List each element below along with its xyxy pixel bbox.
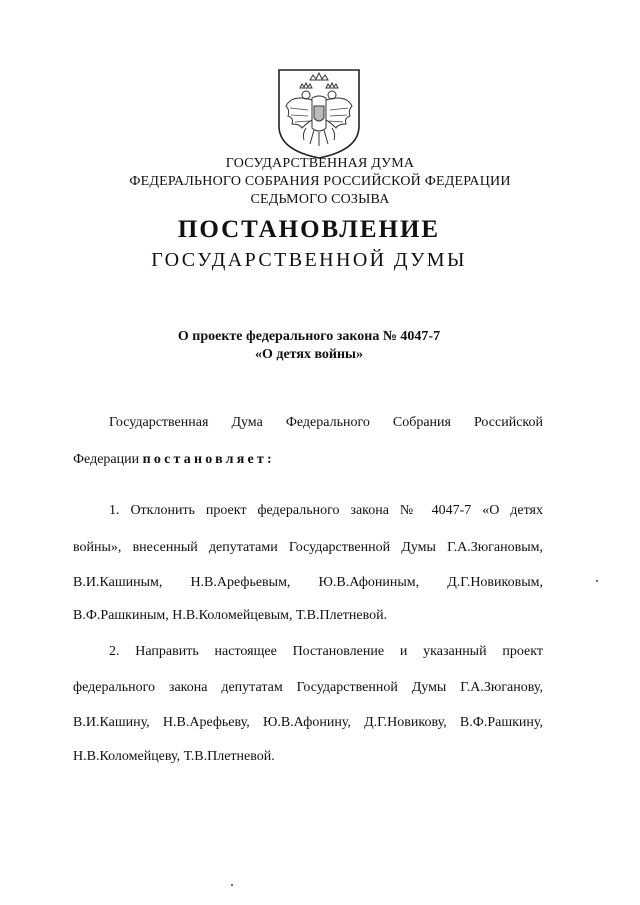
item1-line-1: 1. Отклонить проект федерального закона № 4047-7 «О детях — [109, 503, 543, 518]
item1-line-3: В.И.Кашиным, Н.В.Арефьевым, Ю.В.Афониным, Д.Г.Новиковым, — [73, 575, 543, 590]
coat-of-arms-icon — [276, 68, 362, 160]
subject-line-1: О проекте федерального закона № 4047-7 — [177, 329, 441, 344]
item2-line-2: федерального закона депутатам Государственной Думы Г.А.Зюганову, — [73, 680, 543, 695]
preamble-prefix: Федерации — [73, 452, 143, 467]
scan-speck — [596, 580, 598, 582]
header-line-1: ГОСУДАРСТВЕННАЯ ДУМА — [225, 156, 415, 171]
header-line-3: СЕДЬМОГО СОЗЫВА — [250, 192, 390, 207]
header-line-2: ФЕДЕРАЛЬНОГО СОБРАНИЯ РОССИЙСКОЙ ФЕДЕРАЦИИ — [129, 174, 511, 189]
item1-line-4: В.Ф.Рашкиным, Н.В.Коломейцевым, Т.В.Плетневой. — [73, 608, 388, 623]
subject-line-2: «О детях войны» — [255, 347, 363, 362]
scan-speck — [231, 884, 233, 886]
document-subtitle: ГОСУДАРСТВЕННОЙ ДУМЫ — [151, 249, 467, 271]
preamble-line-1: Государственная Дума Федерального Собрания Российской — [109, 415, 543, 430]
item1-line-2: войны», внесенный депутатами Государственной Думы Г.А.Зюгановым, — [73, 540, 543, 555]
item2-line-1: 2. Направить настоящее Постановление и указанный проект — [109, 644, 543, 659]
preamble-verb: постановляет: — [142, 452, 275, 467]
item2-line-3: В.И.Кашину, Н.В.Арефьеву, Ю.В.Афонину, Д.Г.Новикову, В.Ф.Рашкину, — [73, 715, 543, 730]
document-title: ПОСТАНОВЛЕНИЕ — [177, 216, 441, 243]
item2-line-4: Н.В.Коломейцеву, Т.В.Плетневой. — [73, 749, 275, 764]
preamble-line-2 — [73, 451, 275, 469]
